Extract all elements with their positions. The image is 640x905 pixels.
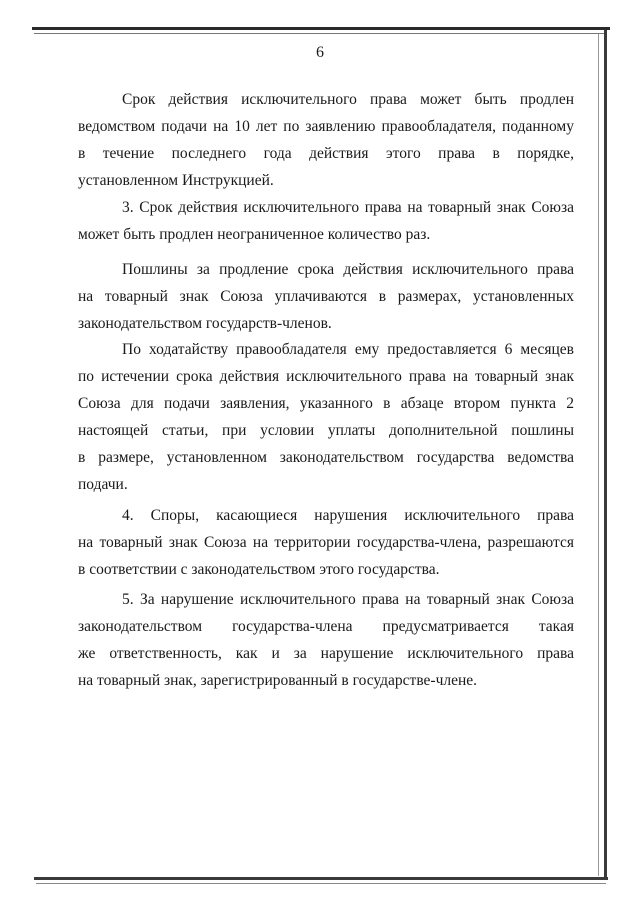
text-line: Пошлины за продление срока действия исключительного права <box>122 261 574 278</box>
text-line: настоящей статьи, при условии уплаты дополнительной пошлины <box>78 422 574 439</box>
text-line: на товарный знак Союза уплачиваются в размерах, установленных <box>78 288 574 305</box>
page-border-bottom <box>34 877 608 880</box>
page-border-top <box>32 27 610 30</box>
paragraph-clause-4 <box>78 502 574 583</box>
text-line: 3. Срок действия исключительного права на товарный знак Союза <box>122 199 574 216</box>
text-line: же ответственность, как и за нарушение исключительного права <box>78 645 574 662</box>
text-line: может быть продлен неограниченное количество раз. <box>78 226 431 243</box>
text-line: в течение последнего года действия этого права в порядке, <box>78 145 574 162</box>
text-line: законодательством государства-члена предусматривается такая <box>78 618 574 635</box>
text-line: ведомством подачи на 10 лет по заявлению правообладателя, поданному <box>78 118 574 135</box>
text-line: Срок действия исключительного права может быть продлен <box>122 91 574 108</box>
paragraph-renewal-term <box>78 86 574 194</box>
page-border-right-inner <box>598 34 599 876</box>
text-line: 4. Споры, касающиеся нарушения исключительного права <box>122 507 574 524</box>
page-border-right <box>604 30 607 878</box>
paragraph-clause-3 <box>78 194 574 248</box>
paragraph-clause-5 <box>78 586 574 694</box>
text-line: подачи. <box>78 476 128 493</box>
page-border-bottom-inner <box>36 883 606 884</box>
text-line: в размере, установленном законодательством государства ведомства <box>78 449 574 466</box>
text-line: Союза для подачи заявления, указанного в абзаце втором пункта 2 <box>78 395 574 412</box>
text-line: в соответствии с законодательством этого государства. <box>78 561 440 578</box>
text-line: по истечении срока действия исключительного права на товарный знак <box>78 368 574 385</box>
text-line: на товарный знак Союза на территории государства-члена, разрешаются <box>78 534 574 551</box>
text-line: По ходатайству правообладателя ему предоставляется 6 месяцев <box>122 341 574 358</box>
text-line: законодательством государств-членов. <box>78 315 332 332</box>
text-line: на товарный знак, зарегистрированный в государстве-члене. <box>78 672 478 689</box>
text-line: 5. За нарушение исключительного права на товарный знак Союза <box>122 591 574 608</box>
page-border-top-inner <box>34 33 606 34</box>
page-number: 6 <box>316 44 324 61</box>
paragraph-fees <box>78 256 574 337</box>
text-line: установленном Инструкцией. <box>78 172 274 189</box>
paragraph-grace-period <box>78 336 574 498</box>
